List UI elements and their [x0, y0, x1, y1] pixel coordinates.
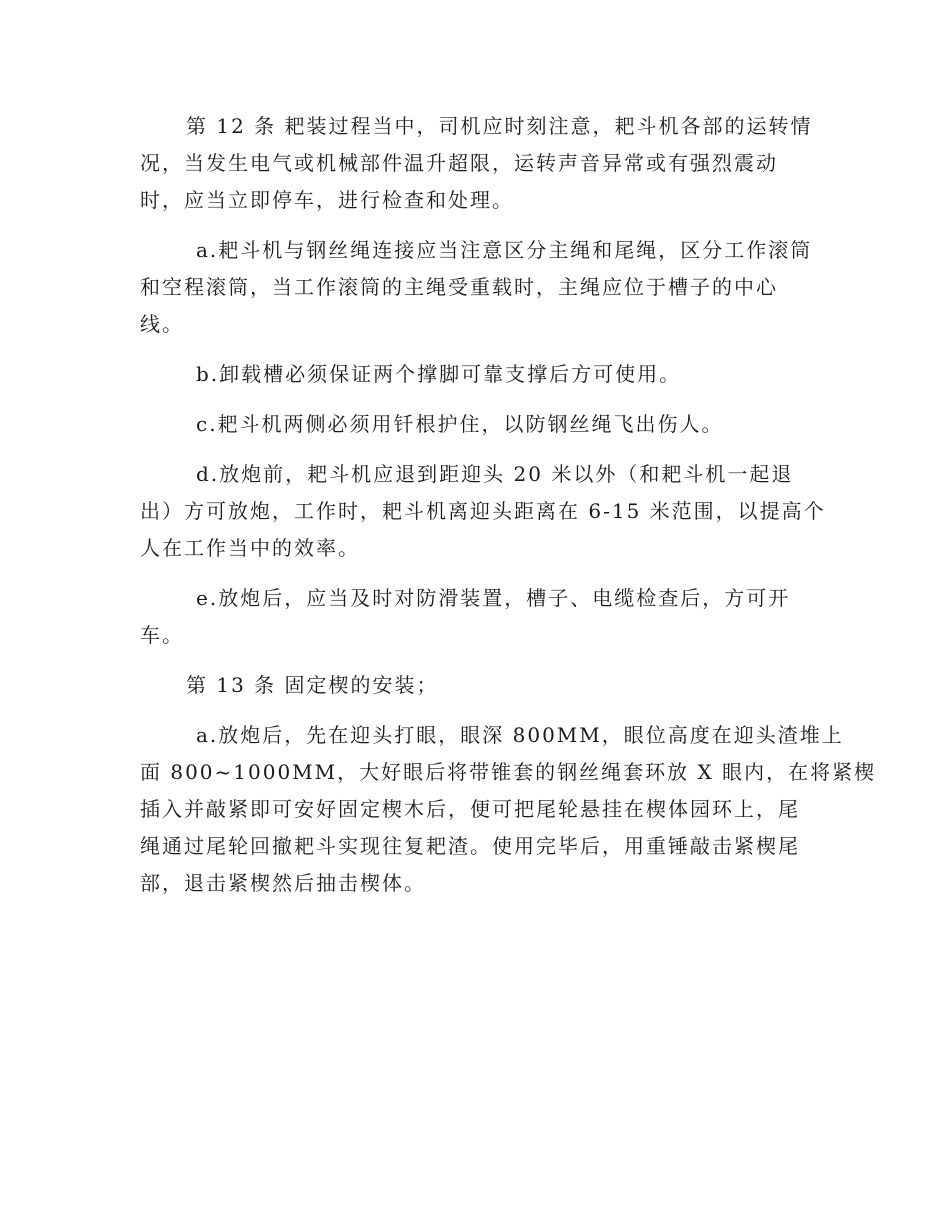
text-line: 况，当发生电气或机械部件温升超限，运转声音异常或有强烈震动	[140, 151, 778, 175]
text-line: 时，应当立即停车，进行检查和处理。	[140, 188, 514, 212]
paragraph-item-d	[140, 456, 826, 567]
text-line: 线。	[140, 312, 184, 336]
text-line: 绳通过尾轮回撤耙斗实现往复耙渣。使用完毕后，用重锤敲击紧楔尾	[140, 834, 800, 858]
paragraph-item-c	[140, 406, 810, 443]
text-line: e.放炮后，应当及时对防滑装置，槽子、电缆检查后，方可开	[196, 586, 791, 610]
text-line: 第 12 条 耙装过程当中，司机应时刻注意，耙斗机各部的运转情	[186, 114, 813, 138]
text-line: 和空程滚筒，当工作滚筒的主绳受重载时，主绳应位于槽子的中心	[140, 275, 778, 299]
text-line: 插入并敲紧即可安好固定楔木后，便可把尾轮悬挂在楔体园环上，尾	[140, 797, 800, 821]
text-line: 出）方可放炮，工作时，耙斗机离迎头距离在 6-15 米范围，以提高个	[140, 499, 826, 523]
text-line: 人在工作当中的效率。	[140, 536, 360, 560]
text-line: 面 800~1000MM，大好眼后将带锥套的钢丝绳套环放 X 眼内，在将紧楔	[140, 760, 877, 784]
paragraph-item-a	[140, 232, 813, 343]
text-line: a.放炮后，先在迎头打眼，眼深 800MM，眼位高度在迎头渣堆上	[196, 723, 844, 747]
paragraph-item-b	[140, 356, 810, 393]
document-body	[140, 108, 877, 915]
paragraph-article-13-item-a	[140, 717, 877, 902]
text-line: c.耙斗机两侧必须用钎根护住，以防钢丝绳飞出伤人。	[196, 412, 724, 436]
paragraph-article-13	[140, 667, 810, 704]
text-line: 第 13 条 固定楔的安装；	[186, 673, 439, 697]
text-line: 车。	[140, 623, 184, 647]
text-line: a.耙斗机与钢丝绳连接应当注意区分主绳和尾绳，区分工作滚筒	[196, 238, 813, 262]
text-line: 部，退击紧楔然后抽击楔体。	[140, 871, 426, 895]
paragraph-article-12	[140, 108, 813, 219]
text-line: b.卸载槽必须保证两个撑脚可靠支撑后方可使用。	[196, 362, 682, 386]
text-line: d.放炮前，耙斗机应退到距迎头 20 米以外（和耙斗机一起退	[196, 462, 794, 486]
paragraph-item-e	[140, 580, 810, 654]
